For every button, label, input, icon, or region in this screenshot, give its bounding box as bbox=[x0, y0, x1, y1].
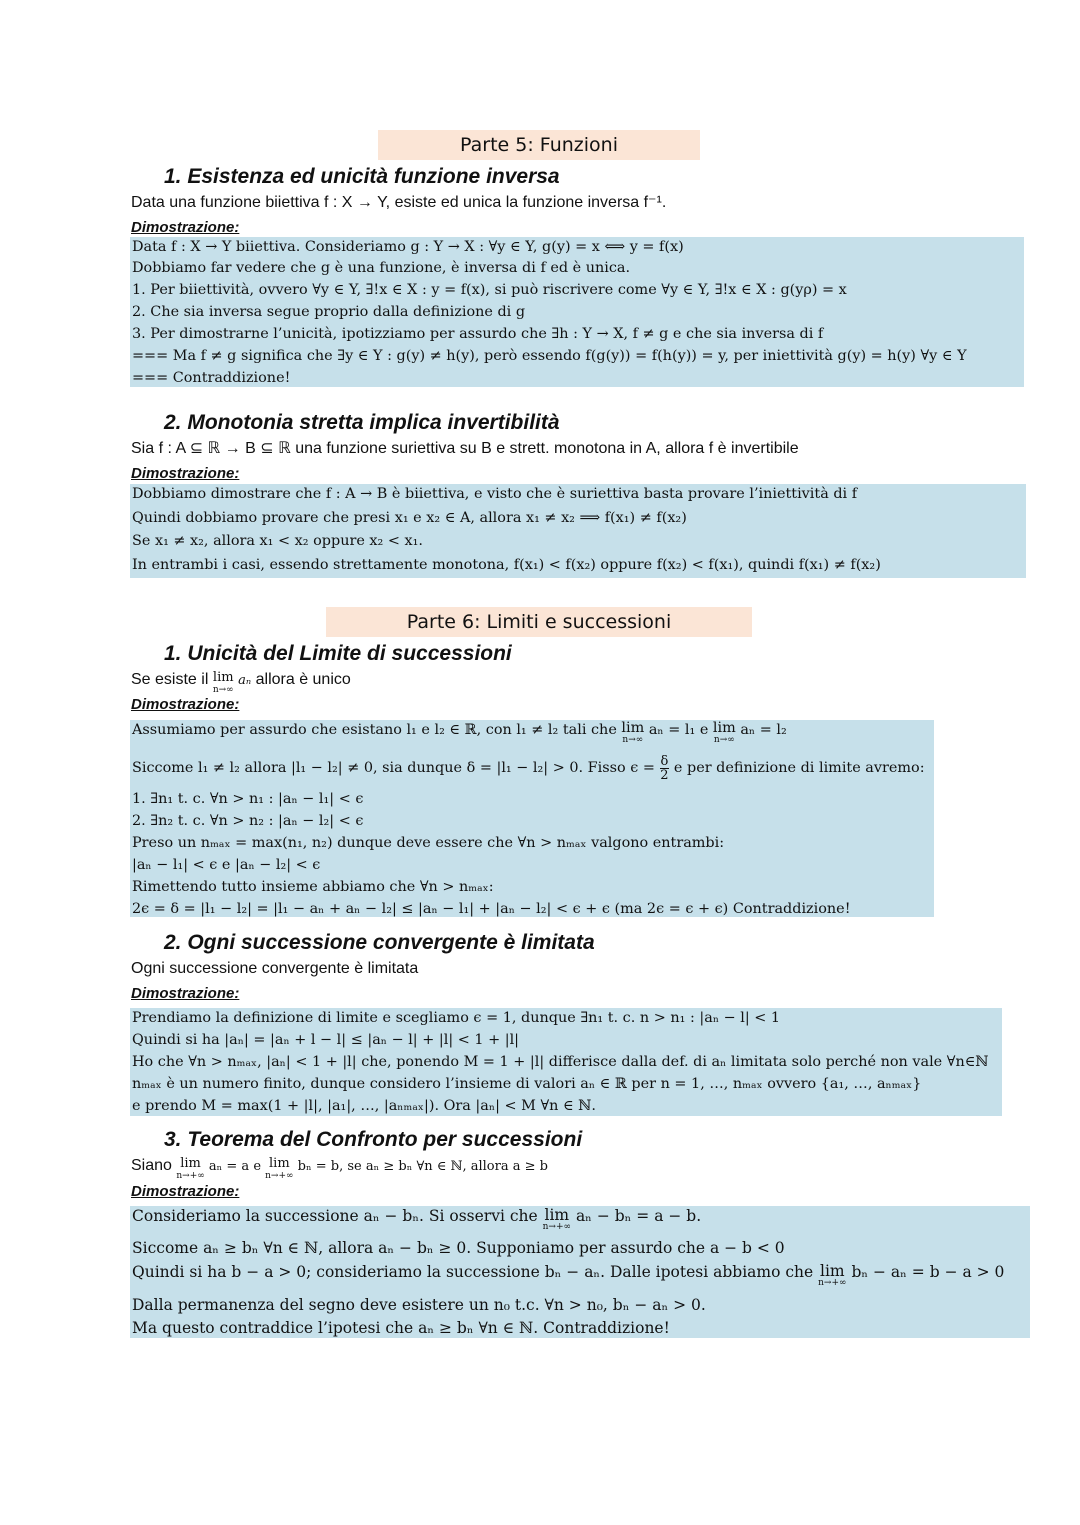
proof-line: Preso un nₘₐₓ = max(n₁, n₂) dunque deve essere che ∀n > nₘₐₓ valgono entrambi: bbox=[132, 835, 725, 851]
proof-label: Dimostrazione: bbox=[131, 465, 240, 482]
lim-symbol bbox=[542, 1206, 572, 1233]
proof-line: 2. Che sia inversa segue proprio dalla definizione di g bbox=[132, 304, 526, 320]
proof-line bbox=[132, 1206, 701, 1233]
proof-text: Consideriamo la successione aₙ − bₙ. Si osservi che bbox=[132, 1207, 543, 1225]
monotonicity-statement: Sia f : A ⊆ ℝ → B ⊆ ℝ una funzione suriettiva su B e strett. monotona in A, allora f è invertibile bbox=[131, 440, 799, 457]
proof-line: 3. Per dimostrarne l’unicità, ipotizziamo per assurdo che ∃h : Y → X, f ≠ g e che sia inversa di f bbox=[132, 326, 824, 342]
proof-text: e per definizione di limite avremo: bbox=[669, 760, 925, 776]
proof-line: e prendo M = max(1 + |l|, |a₁|, …, |aₙₘₐₓ|). Ora |aₙ| < M ∀n ∈ ℕ. bbox=[132, 1098, 596, 1114]
proof-text: bₙ − aₙ = b − a > 0 bbox=[846, 1263, 1005, 1281]
statement-text: bₙ = b, se aₙ ≥ bₙ ∀n ∈ ℕ, allora a ≥ b bbox=[293, 1159, 548, 1174]
proof-box-inverse bbox=[130, 237, 1024, 387]
fraction-numerator: δ bbox=[660, 753, 669, 769]
limit-uniqueness-statement bbox=[131, 669, 351, 696]
proof-line: Siccome aₙ ≥ bₙ ∀n ∈ ℕ, allora aₙ − bₙ ≥ 0. Supponiamo per assurdo che a − b < 0 bbox=[132, 1239, 785, 1257]
lim-symbol bbox=[176, 1158, 204, 1182]
proof-line: Se x₁ ≠ x₂, allora x₁ < x₂ oppure x₂ < x₁. bbox=[132, 533, 423, 549]
section-convergent-bounded-title: 2. Ogni successione convergente è limitata bbox=[164, 931, 595, 954]
lim-text: lim bbox=[544, 1206, 570, 1224]
proof-line: Ma questo contraddice l’ipotesi che aₙ ≥ bₙ ∀n ∈ ℕ. Contraddizione! bbox=[132, 1319, 670, 1337]
section-monotonicity-title: 2. Monotonia stretta implica invertibilità bbox=[164, 411, 560, 434]
proof-text: aₙ = l₁ e bbox=[644, 722, 713, 738]
proof-line: === Ma f ≠ g significa che ∃y ∈ Y : g(y) ≠ h(y), però essendo f(g(y)) = f(h(y)) = y, per iniettività g(y) = h(y) ∀y ∈ Y bbox=[132, 348, 967, 364]
proof-text: Siccome l₁ ≠ l₂ allora |l₁ − l₂| ≠ 0, sia dunque δ = |l₁ − l₂| > 0. Fisso ϵ = bbox=[132, 760, 660, 776]
lim-sub: n→+∞ bbox=[176, 1171, 205, 1181]
proof-line: Dobbiamo far vedere che g è una funzione, è inversa di f ed è unica. bbox=[132, 260, 631, 276]
lim-text: lim bbox=[212, 670, 234, 685]
proof-line: nₘₐₓ è un numero finito, dunque considero l’insieme di valori aₙ ∈ ℝ per n = 1, …, nₘₐₓ ovvero {a₁, …, aₙₘₐₓ} bbox=[132, 1076, 922, 1092]
inverse-function-statement: Data una funzione biiettiva f : X → Y, esiste ed unica la funzione inversa f⁻¹. bbox=[131, 194, 667, 211]
proof-text: aₙ − bₙ = a − b. bbox=[571, 1207, 702, 1225]
proof-box-monotonicity bbox=[130, 484, 1026, 578]
statement-text: allora è unico bbox=[255, 671, 351, 688]
lim-text: lim bbox=[180, 1156, 201, 1171]
proof-line: Prendiamo la definizione di limite e scegliamo ϵ = 1, dunque ∃n₁ t. c. n > n₁ : |aₙ − l| < 1 bbox=[132, 1010, 781, 1026]
proof-line: Quindi si ha |aₙ| = |aₙ + l − l| ≤ |aₙ − l| + |l| < 1 + |l| bbox=[132, 1032, 520, 1048]
proof-line: Data f : X → Y biiettiva. Consideriamo g : Y → X : ∀y ∈ Y, g(y) = x ⟺ y = f(x) bbox=[132, 239, 684, 255]
lim-sub: n→∞ bbox=[212, 685, 234, 695]
proof-line bbox=[132, 720, 787, 746]
lim-sub: n→∞ bbox=[622, 735, 644, 745]
convergent-bounded-statement: Ogni successione convergente è limitata bbox=[131, 960, 419, 977]
proof-box-convergent-bounded bbox=[130, 1008, 1002, 1116]
proof-text: Quindi si ha b − a > 0; consideriamo la successione bₙ − aₙ. Dalle ipotesi abbiamo che bbox=[132, 1263, 819, 1281]
lim-sub: n→+∞ bbox=[265, 1171, 294, 1181]
proof-line: Rimettendo tutto insieme abbiamo che ∀n > nₘₐₓ: bbox=[132, 879, 494, 895]
proof-line: Quindi dobbiamo provare che presi x₁ e x₂ ∈ A, allora x₁ ≠ x₂ ⟹ f(x₁) ≠ f(x₂) bbox=[132, 510, 687, 526]
proof-text: Assumiamo per assurdo che esistano l₁ e l₂ ∈ ℝ, con l₁ ≠ l₂ tali che bbox=[132, 722, 622, 738]
fraction bbox=[660, 755, 670, 782]
sequence-symbol: aₙ bbox=[238, 673, 252, 688]
proof-box-limit-uniqueness bbox=[130, 720, 934, 917]
proof-line bbox=[132, 1262, 1004, 1289]
lim-text: lim bbox=[712, 720, 736, 736]
proof-label: Dimostrazione: bbox=[131, 696, 240, 713]
statement-text: aₙ = a e bbox=[204, 1159, 266, 1174]
part6-title: Parte 6: Limiti e successioni bbox=[326, 607, 752, 637]
proof-line: 1. Per biiettività, ovvero ∀y ∈ Y, ∃!x ∈ X : y = f(x), si può riscrivere come ∀y ∈ Y, ∃!x ∈ X : g(yρ) = x bbox=[132, 282, 847, 298]
proof-line: Dalla permanenza del segno deve esistere un n₀ t.c. ∀n > n₀, bₙ − aₙ > 0. bbox=[132, 1296, 706, 1314]
proof-label: Dimostrazione: bbox=[131, 219, 240, 236]
lim-symbol bbox=[621, 722, 644, 746]
proof-line: Dobbiamo dimostrare che f : A → B è biiettiva, e visto che è suriettiva basta provare l’iniettività di f bbox=[132, 486, 858, 502]
statement-text: Siano bbox=[131, 1157, 177, 1174]
lim-sub: n→∞ bbox=[713, 735, 735, 745]
part5-title: Parte 5: Funzioni bbox=[378, 130, 700, 160]
proof-text: aₙ = l₂ bbox=[735, 722, 787, 738]
proof-line: Ho che ∀n > nₘₐₓ, |aₙ| < 1 + |l| che, ponendo M = 1 + |l| differisce dalla def. di aₙ limitata solo perché non vale ∀n∈ℕ bbox=[132, 1054, 989, 1070]
proof-line: 2ϵ = δ = |l₁ − l₂| = |l₁ − aₙ + aₙ − l₂| ≤ |aₙ − l₁| + |aₙ − l₂| < ϵ + ϵ (ma 2ϵ = ϵ + ϵ) Contraddizione! bbox=[132, 901, 851, 917]
proof-line: In entrambi i casi, essendo strettamente monotona, f(x₁) < f(x₂) oppure f(x₂) < f(x₁), quindi f(x₁) ≠ f(x₂) bbox=[132, 557, 881, 573]
lim-symbol bbox=[265, 1158, 293, 1182]
proof-line: 2. ∃n₂ t. c. ∀n > n₂ : |aₙ − l₂| < ϵ bbox=[132, 813, 364, 829]
proof-box-comparison bbox=[130, 1206, 1030, 1338]
lim-symbol bbox=[213, 672, 234, 696]
lim-sub: n→+∞ bbox=[818, 1278, 847, 1288]
proof-line: |aₙ − l₁| < ϵ e |aₙ − l₂| < ϵ bbox=[132, 857, 321, 873]
proof-label: Dimostrazione: bbox=[131, 985, 240, 1002]
proof-line bbox=[132, 750, 925, 786]
lim-symbol bbox=[818, 1262, 847, 1289]
lim-sub: n→+∞ bbox=[542, 1222, 572, 1232]
lim-symbol bbox=[713, 722, 736, 746]
section-inverse-function-title: 1. Esistenza ed unicità funzione inversa bbox=[164, 165, 560, 188]
proof-line: 1. ∃n₁ t. c. ∀n > n₁ : |aₙ − l₁| < ϵ bbox=[132, 791, 364, 807]
lim-text: lim bbox=[820, 1262, 845, 1280]
proof-line: === Contraddizione! bbox=[132, 370, 291, 386]
comparison-theorem-statement bbox=[131, 1155, 548, 1182]
section-comparison-theorem-title: 3. Teorema del Confronto per successioni bbox=[164, 1128, 583, 1151]
section-limit-uniqueness-title: 1. Unicità del Limite di successioni bbox=[164, 642, 512, 665]
statement-text: Se esiste il bbox=[131, 671, 209, 688]
fraction-denominator: 2 bbox=[660, 767, 669, 783]
lim-text: lim bbox=[621, 720, 645, 736]
lim-text: lim bbox=[269, 1156, 290, 1171]
proof-label: Dimostrazione: bbox=[131, 1183, 240, 1200]
